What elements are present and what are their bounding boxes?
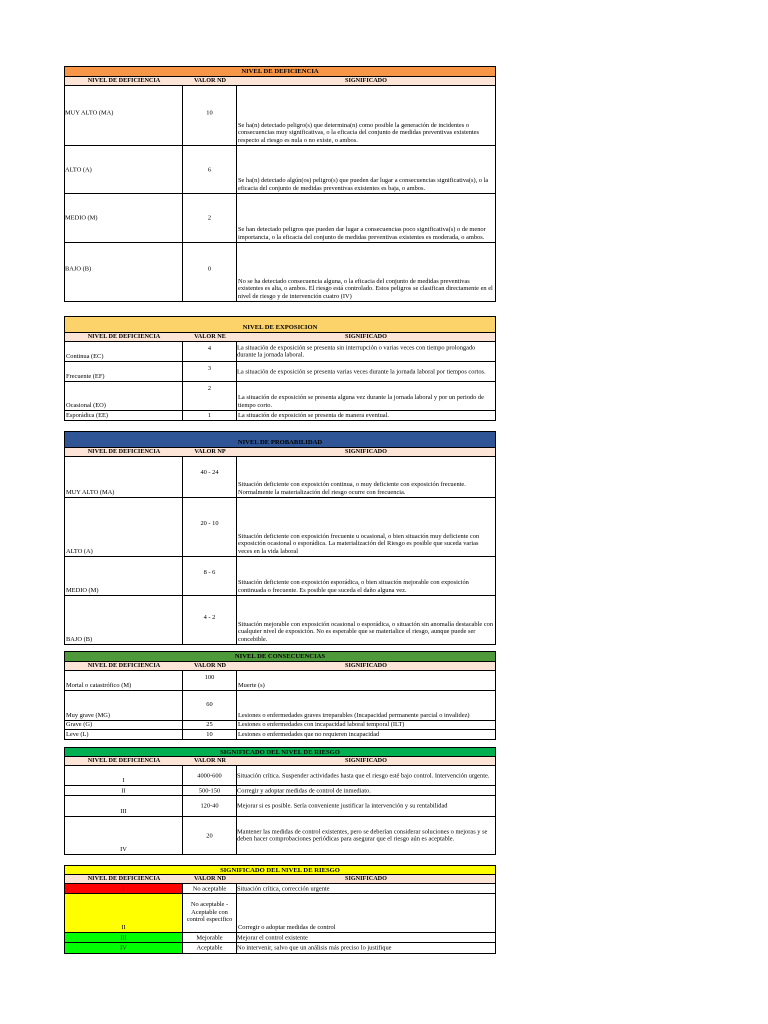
nivel-cell: Continua (EC) bbox=[66, 352, 104, 360]
significado-cell: Situación crítica, corrección urgente bbox=[237, 884, 330, 892]
valor-cell: Aceptable bbox=[196, 944, 223, 952]
nivel-cell: IV bbox=[120, 944, 127, 952]
nivel-cell: MUY ALTO (MA) bbox=[66, 488, 115, 496]
nivel-exposicion-table bbox=[64, 316, 496, 421]
header-valor: VALOR NR bbox=[193, 757, 227, 764]
valor-cell: No aceptable - Aceptable con control especifico bbox=[186, 901, 233, 923]
nivel-cell: Ocasional (EO) bbox=[66, 401, 106, 409]
table-header bbox=[65, 77, 495, 86]
significado-cell: Situación deficiente con exposición esporádica, o bien situación mejorable con exposición continuada o frecuente. Es posible que suceda el daño alguna vez. bbox=[238, 579, 469, 594]
nivel-cell: MEDIO (M) bbox=[65, 214, 98, 222]
valor-cell: 3 bbox=[207, 365, 212, 372]
risk-level-green-cell bbox=[65, 943, 183, 953]
nivel-probabilidad-table bbox=[64, 431, 496, 645]
header-significado: SIGNIFICADO bbox=[345, 875, 387, 882]
table-title: NIVEL DE CONSECUENCIAS bbox=[65, 652, 495, 662]
table-row bbox=[65, 796, 495, 817]
header-nivel: NIVEL DE DEFICIENCIA bbox=[87, 77, 161, 84]
risk-level-red-cell bbox=[65, 884, 183, 893]
table-row bbox=[65, 884, 495, 894]
header-significado: SIGNIFICADO bbox=[345, 448, 387, 455]
nivel-cell: Leve (L) bbox=[66, 730, 89, 738]
valor-cell: 120-40 bbox=[200, 802, 219, 810]
nivel-cell: Mortal o catastrófico (M) bbox=[66, 681, 132, 689]
nivel-deficiencia-table bbox=[64, 66, 496, 302]
significado-cell: Se ha(n) detectado algún(os) peligro(s) que pueden dar lugar a consecuencias significativa(s), o la eficacia del conjunto de medidas preventivas existentes es baja, o ambos. bbox=[238, 177, 489, 192]
nivel-cell: Muy grave (MG) bbox=[66, 711, 111, 719]
table-row bbox=[65, 596, 495, 644]
header-nivel: NIVEL DE DEFICIENCIA bbox=[87, 448, 161, 455]
risk-level-yellow-cell bbox=[65, 894, 183, 932]
nivel-cell: Frecuente (EF) bbox=[66, 372, 105, 380]
header-significado: SIGNIFICADO bbox=[345, 757, 387, 764]
nivel-cell: BAJO (B) bbox=[66, 635, 93, 643]
nivel-cell: I bbox=[122, 776, 125, 784]
header-nivel: NIVEL DE DEFICIENCIA bbox=[87, 333, 161, 340]
significado-cell: Corregir y adoptar medidas de control de inmediato. bbox=[237, 786, 371, 794]
significado-cell: Situación crítica. Suspender actividades hasta que el riesgo esté bajo control. Intervención urgente. bbox=[237, 771, 490, 779]
table-row bbox=[65, 86, 495, 146]
valor-cell: 4 - 2 bbox=[203, 614, 216, 621]
table-header bbox=[65, 662, 495, 671]
significado-cell: La situación de exposición se presenta sin interrupción o varias veces con tiempo prolongado durante la jornada laboral. bbox=[237, 344, 476, 359]
significado-cell: Muerte (s) bbox=[238, 681, 265, 689]
table-row bbox=[65, 457, 495, 498]
table-row bbox=[65, 146, 495, 194]
significado-cell: Situación deficiente con exposición continua, o muy deficiente con exposición frecuente. Normalmente la materialización del riesgo ocurre con frecuencia. bbox=[238, 481, 466, 496]
nivel-cell: ALTO (A) bbox=[65, 165, 92, 173]
table-row bbox=[65, 817, 495, 854]
header-valor: VALOR NE bbox=[194, 333, 226, 340]
nivel-cell: II bbox=[121, 786, 126, 794]
table-row bbox=[65, 243, 495, 301]
nivel-cell: MEDIO (M) bbox=[66, 586, 99, 594]
table-header bbox=[65, 448, 495, 457]
risk-level-green-cell bbox=[65, 933, 183, 942]
valor-cell: 10 bbox=[206, 109, 213, 117]
nivel-cell: ALTO (A) bbox=[66, 547, 93, 555]
table-row bbox=[65, 194, 495, 243]
table-row bbox=[65, 342, 495, 362]
significado-cell: Se ha(n) detectado peligro(s) que determina(n) como posible la generación de incidentes o consecuencias muy significativas, o la eficacia del conjunto de medidas preventivas existentes respecto al riesgo es nula o no existe, o ambos. bbox=[238, 121, 479, 144]
valor-cell: 6 bbox=[207, 165, 212, 173]
table-row bbox=[65, 498, 495, 557]
header-valor: VALOR ND bbox=[193, 662, 227, 669]
nivel-cell: Esporádica (EE) bbox=[66, 411, 109, 419]
table-row bbox=[65, 721, 495, 730]
significado-cell: Lesiones o enfermedades graves irreparables (Incapacidad permanente parcial o invalidez) bbox=[238, 711, 470, 719]
table-row bbox=[65, 691, 495, 721]
valor-cell: 500-150 bbox=[198, 786, 221, 794]
nivel-consecuencias-table bbox=[64, 651, 496, 740]
valor-cell: 1 bbox=[207, 411, 212, 419]
nivel-cell: MUY ALTO (MA) bbox=[65, 109, 114, 117]
header-nivel: NIVEL DE DEFICIENCIA bbox=[87, 757, 161, 764]
valor-cell: 40 - 24 bbox=[200, 469, 219, 476]
significado-cell: Lesiones o enfermedades que no requieren incapacidad bbox=[238, 730, 380, 738]
valor-cell: 2 bbox=[207, 385, 212, 392]
valor-cell: 2 bbox=[207, 214, 212, 222]
table-title: NIVEL DE PROBABILIDAD bbox=[65, 432, 495, 448]
significado-cell: Situación deficiente con exposición frecuente u ocasional, o bien situación muy deficiente con exposición ocasional o esporádica. La materialización del Riesgo es posible que suceda varias veces en la vida laboral bbox=[238, 532, 480, 555]
nivel-cell: I bbox=[122, 884, 125, 892]
nivel-cell: III bbox=[120, 933, 127, 941]
table-title: NIVEL DE EXPOSICION bbox=[65, 317, 495, 333]
header-nivel: NIVEL DE DEFICIENCIA bbox=[87, 662, 161, 669]
table-title: NIVEL DE DEFICIENCIA bbox=[65, 67, 495, 77]
significado-nivel-riesgo-color-table bbox=[64, 865, 496, 954]
significado-cell: La situación de exposición se presenta alguna vez durante la jornada laboral y por un periodo de tiempo corto. bbox=[238, 394, 484, 409]
significado-cell: No intervenir, salvo que un análisis más preciso lo justifique bbox=[237, 944, 392, 952]
header-valor: VALOR ND bbox=[193, 77, 227, 84]
significado-nivel-riesgo-table bbox=[64, 747, 496, 855]
significado-cell: Lesiones o enfermedades con incapacidad laboral temporal (ILT) bbox=[238, 720, 405, 728]
nivel-cell: BAJO (B) bbox=[65, 265, 92, 273]
table-row bbox=[65, 362, 495, 382]
table-row bbox=[65, 933, 495, 943]
table-row bbox=[65, 786, 495, 796]
significado-cell: Se han detectado peligros que pueden dar lugar a consecuencias poco significativa(s) o de menor importancia, o la eficacia del conjunto de medidas preventivas existentes es moderada, o ambos. bbox=[238, 226, 486, 241]
significado-cell: La situación de exposición se presenta de manera eventual. bbox=[238, 411, 390, 419]
nivel-cell: II bbox=[121, 923, 126, 931]
header-significado: SIGNIFICADO bbox=[345, 333, 387, 340]
valor-cell: 20 - 10 bbox=[200, 520, 219, 527]
header-nivel: NIVEL DE DEFICIENCIA bbox=[87, 875, 161, 882]
significado-cell: Mantener las medidas de control existentes, pero se deberían considerar soluciones o mejoras y se deben hacer comprobaciones periódicas para asegurar que el riesgo aún es aceptable. bbox=[237, 828, 488, 843]
valor-cell: 20 bbox=[206, 831, 213, 839]
table-row bbox=[65, 411, 495, 420]
valor-cell: Mejorable bbox=[196, 933, 223, 941]
significado-cell: No se ha detectado consecuencia alguna, o la eficacia del conjunto de medidas preventivas existentes es alta, o ambos. El riesgo está controlado. Estos peligros se clasifican directamente en el nivel de riesgo y de intervención cuatro (IV) bbox=[238, 277, 493, 300]
table-header bbox=[65, 875, 495, 884]
significado-cell: Situación mejorable con exposición ocasional o esporádica, o situación sin anomalía destacable con cualquier nivel de exposición. No es esperable que se materialice el riesgo, aunque puede ser concebible. bbox=[238, 620, 494, 643]
table-title: SIGNIFICADO DEL NIVEL DE RIESGO bbox=[65, 866, 495, 875]
nivel-cell: IV bbox=[120, 845, 127, 853]
significado-cell: La situación de exposición se presenta varias veces durante la jornada laboral por tiempos cortos. bbox=[237, 367, 486, 375]
table-row bbox=[65, 894, 495, 933]
valor-cell: 60 bbox=[206, 701, 213, 708]
significado-cell: Mejorar el control existente bbox=[237, 933, 308, 941]
table-row bbox=[65, 557, 495, 596]
header-valor: VALOR ND bbox=[193, 875, 227, 882]
table-row bbox=[65, 766, 495, 786]
valor-cell: 10 bbox=[206, 730, 213, 738]
valor-cell: 100 bbox=[204, 674, 215, 681]
table-row bbox=[65, 943, 495, 953]
valor-cell: 4000-600 bbox=[197, 771, 222, 779]
table-row bbox=[65, 382, 495, 411]
valor-cell: 0 bbox=[207, 265, 212, 273]
header-valor: VALOR NP bbox=[194, 448, 226, 455]
significado-cell: Mejorar si es posible. Sería conveniente justificar la intervención y su rentabilidad bbox=[237, 802, 448, 810]
nivel-cell: Grave (G) bbox=[66, 720, 93, 728]
table-header bbox=[65, 757, 495, 766]
header-significado: SIGNIFICADO bbox=[345, 77, 387, 84]
valor-cell: 25 bbox=[206, 720, 213, 728]
table-title: SIGNIFICADO DEL NIVEL DE RIESGO bbox=[65, 748, 495, 757]
nivel-cell: III bbox=[120, 807, 127, 815]
table-row bbox=[65, 671, 495, 691]
significado-cell: Corregir o adoptar medidas de control bbox=[238, 923, 336, 931]
table-header bbox=[65, 333, 495, 342]
table-row bbox=[65, 730, 495, 739]
header-significado: SIGNIFICADO bbox=[345, 662, 387, 669]
valor-cell: No aceptable bbox=[192, 884, 227, 892]
valor-cell: 8 - 6 bbox=[203, 569, 216, 576]
valor-cell: 4 bbox=[207, 345, 212, 352]
